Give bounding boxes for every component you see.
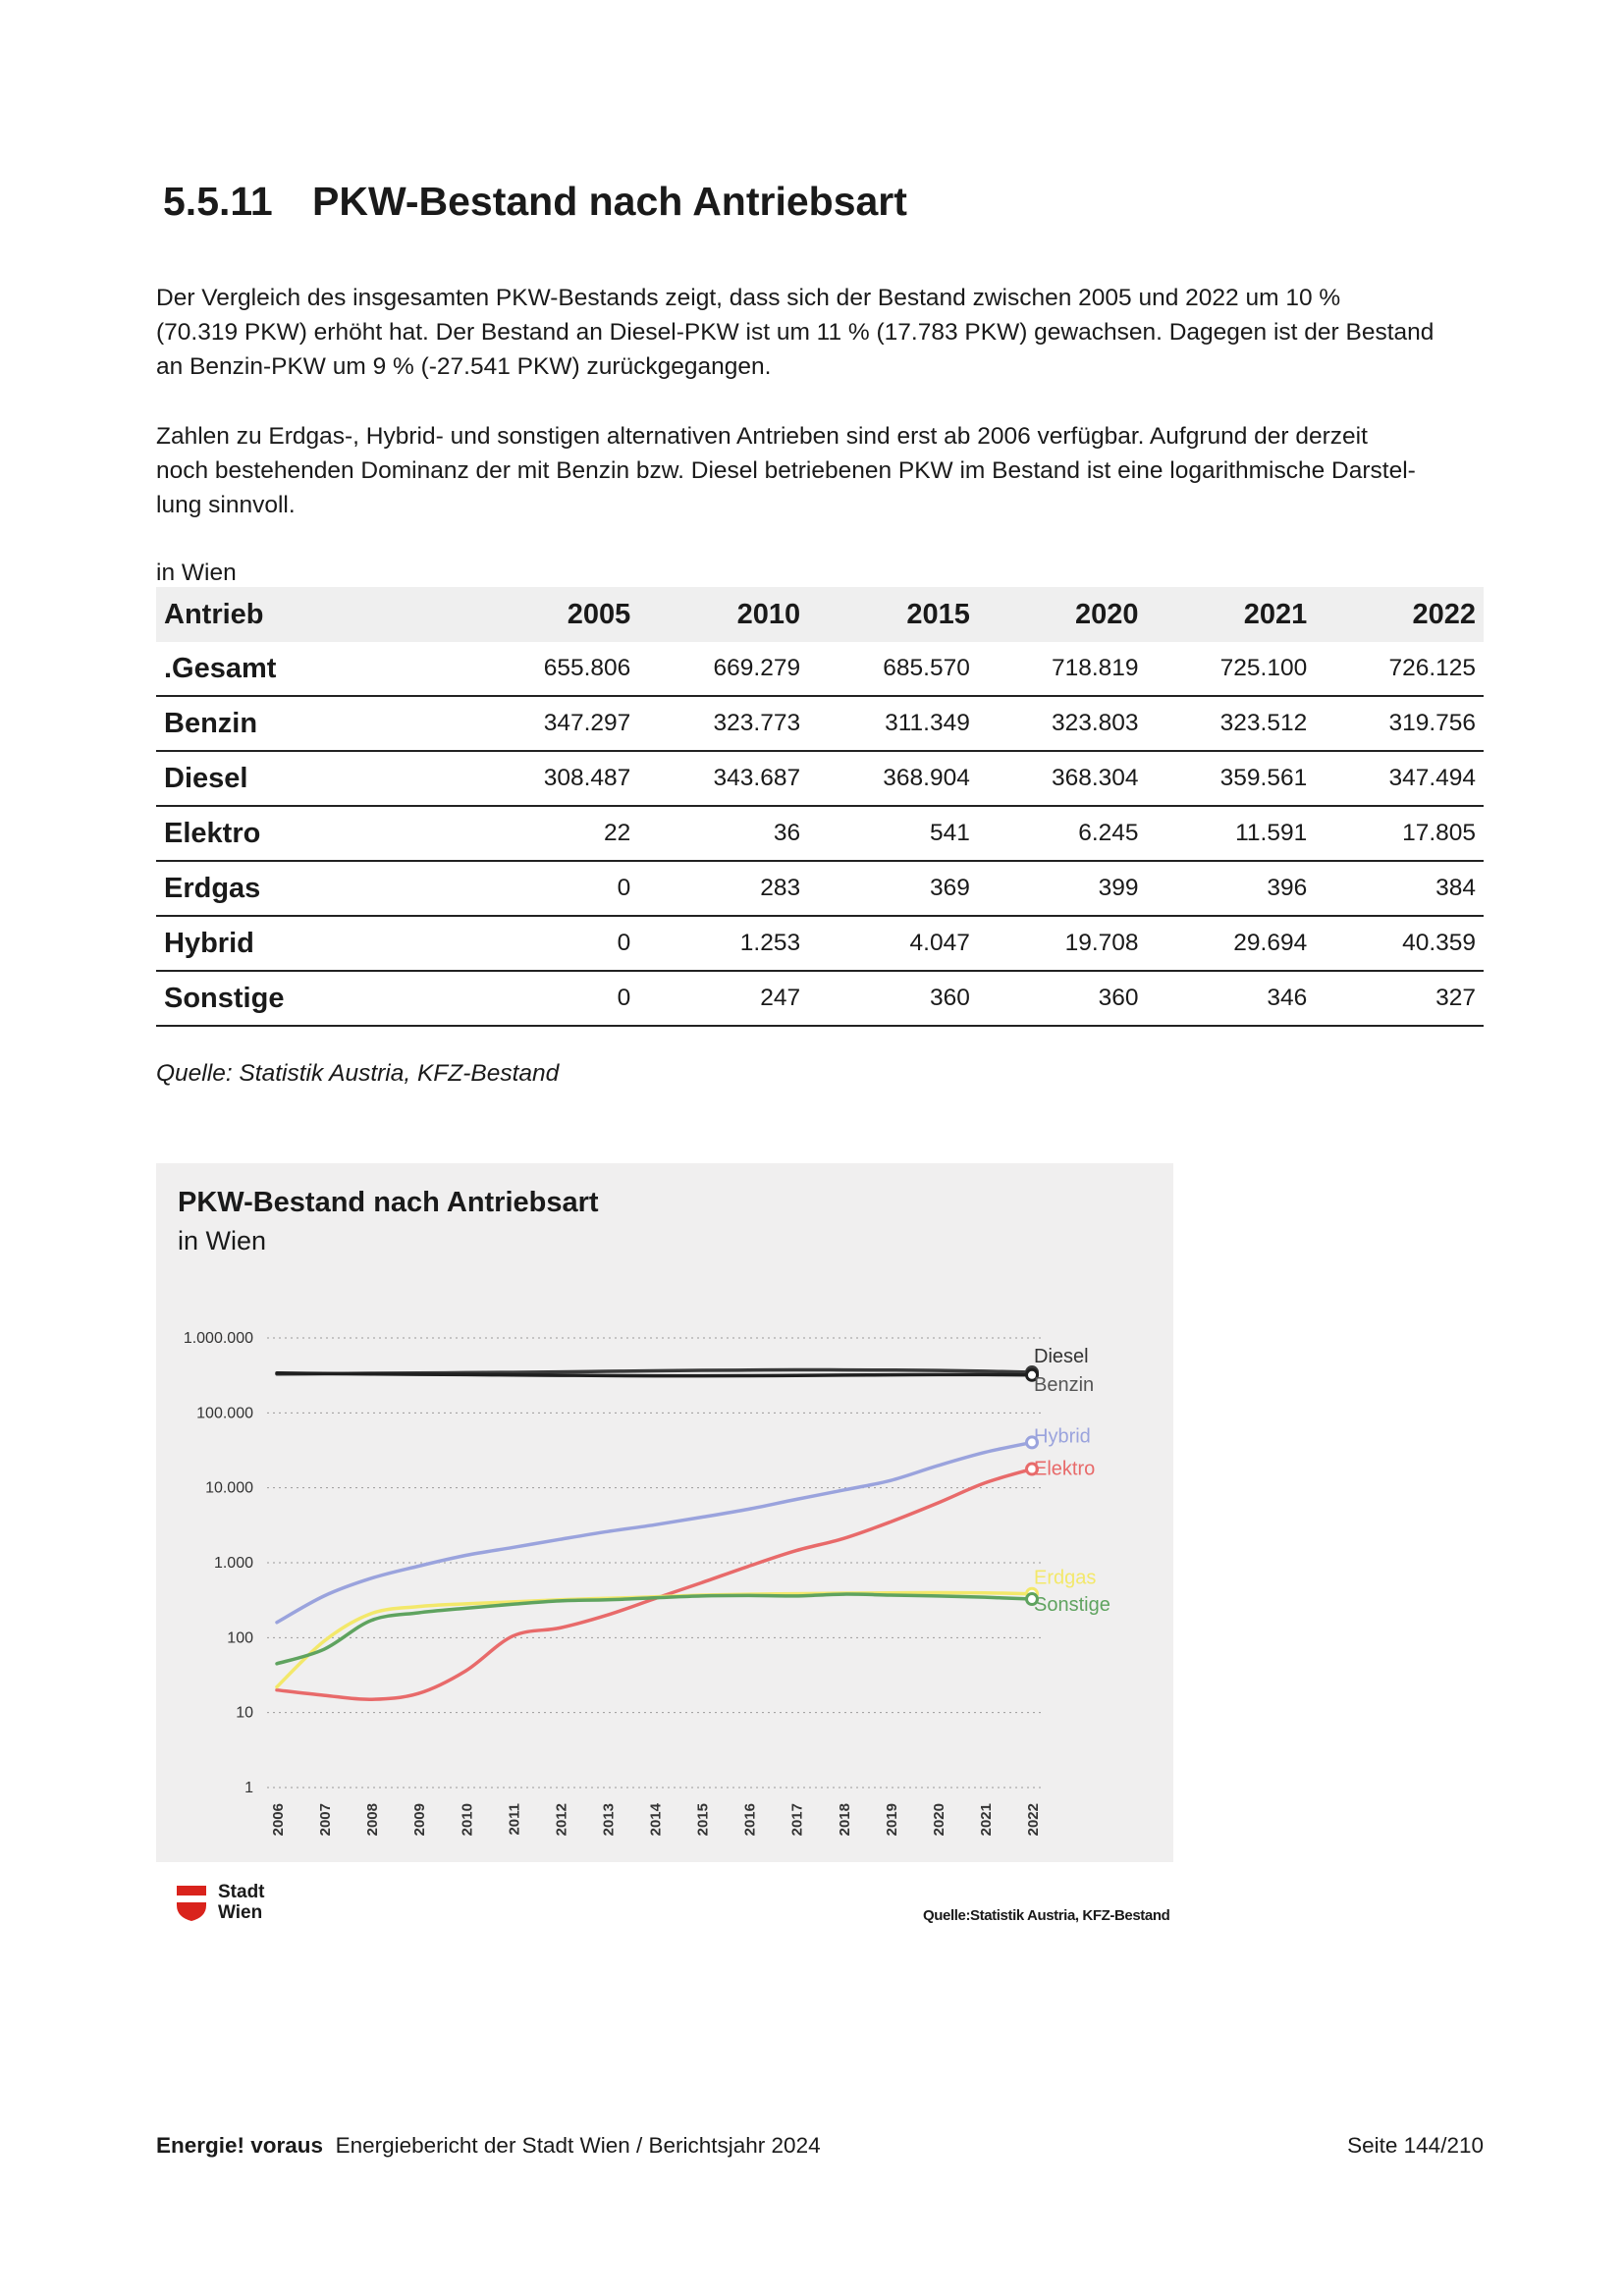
table-cell: 247 — [638, 971, 808, 1026]
table-cell: 343.687 — [638, 751, 808, 806]
x-tick-label: 2016 — [741, 1803, 759, 1837]
y-tick-label: 10 — [236, 1704, 253, 1722]
table-cell: 283 — [638, 861, 808, 916]
y-tick-label: 1.000 — [213, 1555, 253, 1572]
legend-label-sonstige: Sonstige — [1034, 1594, 1110, 1617]
row-label: Erdgas — [156, 861, 421, 916]
text-line: lung sinnvoll. — [156, 492, 296, 518]
table-cell: 541 — [808, 806, 978, 861]
table-cell: 396 — [1147, 861, 1316, 916]
table-source: Quelle: Statistik Austria, KFZ-Bestand — [156, 1060, 560, 1087]
x-tick-label: 2007 — [317, 1803, 335, 1837]
chart-panel — [156, 1163, 1173, 1862]
chart-subtitle: in Wien — [178, 1226, 267, 1255]
legend-label-erdgas: Erdgas — [1034, 1567, 1097, 1589]
table-cell: 384 — [1315, 861, 1484, 916]
table-cell: 346 — [1147, 971, 1316, 1026]
table-cell: 17.805 — [1315, 806, 1484, 861]
table-cell: 0 — [421, 861, 638, 916]
logo-text-line1: Stadt — [218, 1882, 265, 1902]
series-line-sonstige — [277, 1594, 1032, 1664]
table-header-row — [156, 587, 1484, 642]
row-label: Sonstige — [156, 971, 421, 1026]
header-cell: 2020 — [978, 587, 1147, 642]
legend-label-elektro: Elektro — [1034, 1458, 1096, 1480]
table-cell: 0 — [421, 916, 638, 971]
x-tick-label: 2009 — [411, 1803, 429, 1837]
table-row — [156, 751, 1484, 806]
table-row — [156, 916, 1484, 971]
y-tick-label: 1 — [244, 1780, 253, 1796]
table-cell: 22 — [421, 806, 638, 861]
series-line-erdgas — [277, 1592, 1032, 1686]
table-cell: 323.803 — [978, 696, 1147, 751]
table-cell: 726.125 — [1315, 642, 1484, 696]
table-unit-label: in Wien — [156, 560, 237, 586]
logo-text-line2: Wien — [218, 1902, 263, 1923]
x-tick-label: 2006 — [270, 1803, 287, 1837]
line-chart — [156, 1163, 1173, 1862]
x-tick-label: 2012 — [553, 1803, 570, 1837]
series-line-elektro — [277, 1469, 1032, 1700]
table-cell: 369 — [808, 861, 978, 916]
table-row — [156, 971, 1484, 1026]
table-cell: 360 — [978, 971, 1147, 1026]
text-line: Der Vergleich des insgesamten PKW-Bestands zeigt, dass sich der Bestand zwischen 2005 und 2022 um 10 % — [156, 285, 1341, 311]
header-cell: 2010 — [638, 587, 808, 642]
header-cell: Antrieb — [156, 587, 421, 642]
y-tick-label: 100.000 — [196, 1405, 253, 1422]
table-cell: 368.304 — [978, 751, 1147, 806]
legend-label-hybrid: Hybrid — [1034, 1425, 1091, 1448]
table-cell: 360 — [808, 971, 978, 1026]
x-tick-label: 2020 — [930, 1803, 947, 1837]
text-line: an Benzin-PKW um 9 % (-27.541 PKW) zurückgegangen. — [156, 353, 772, 380]
table-cell: 669.279 — [638, 642, 808, 696]
table-cell: 718.819 — [978, 642, 1147, 696]
x-tick-label: 2022 — [1025, 1803, 1042, 1837]
table-cell: 40.359 — [1315, 916, 1484, 971]
stock-table — [156, 587, 1484, 1027]
table-cell: 319.756 — [1315, 696, 1484, 751]
row-label: Benzin — [156, 696, 421, 751]
table-cell: 36 — [638, 806, 808, 861]
table-cell: 308.487 — [421, 751, 638, 806]
footer-brand: Energie! voraus — [156, 2133, 324, 2158]
section-heading — [163, 179, 907, 225]
table-cell: 327 — [1315, 971, 1484, 1026]
table-row — [156, 861, 1484, 916]
x-tick-label: 2014 — [647, 1803, 665, 1837]
table-cell: 11.591 — [1147, 806, 1316, 861]
legend-label-diesel: Diesel — [1034, 1346, 1089, 1368]
table-cell: 4.047 — [808, 916, 978, 971]
row-label: Hybrid — [156, 916, 421, 971]
footer-text: Energiebericht der Stadt Wien / Berichtsjahr 2024 — [335, 2133, 821, 2158]
shield-icon — [177, 1886, 206, 1921]
x-tick-label: 2017 — [788, 1803, 806, 1837]
legend-label-benzin: Benzin — [1034, 1373, 1095, 1396]
table-cell: 399 — [978, 861, 1147, 916]
x-tick-label: 2019 — [883, 1803, 900, 1837]
chart-title: PKW-Bestand nach Antriebsart — [178, 1187, 599, 1218]
table-row — [156, 806, 1484, 861]
table-row — [156, 696, 1484, 751]
x-tick-label: 2011 — [506, 1803, 523, 1836]
table-cell: 29.694 — [1147, 916, 1316, 971]
section-title: PKW-Bestand nach Antriebsart — [312, 179, 907, 224]
text-line: Zahlen zu Erdgas-, Hybrid- und sonstigen alternativen Antrieben sind erst ab 2006 verfügbar. Aufgrund der derzeit — [156, 423, 1368, 450]
note-paragraph — [156, 419, 1472, 522]
x-tick-label: 2018 — [836, 1803, 853, 1837]
intro-paragraph — [156, 281, 1472, 384]
header-cell: 2021 — [1147, 587, 1316, 642]
table-cell: 1.253 — [638, 916, 808, 971]
x-tick-label: 2010 — [459, 1803, 476, 1837]
row-label: Diesel — [156, 751, 421, 806]
footer — [156, 2133, 821, 2159]
x-tick-label: 2015 — [694, 1803, 712, 1837]
y-tick-label: 100 — [227, 1629, 253, 1647]
table-cell: 323.512 — [1147, 696, 1316, 751]
x-tick-label: 2013 — [600, 1803, 618, 1837]
y-tick-label: 10.000 — [205, 1479, 253, 1497]
table-cell: 6.245 — [978, 806, 1147, 861]
table-cell: 323.773 — [638, 696, 808, 751]
table-cell: 19.708 — [978, 916, 1147, 971]
header-cell: 2015 — [808, 587, 978, 642]
text-line: (70.319 PKW) erhöht hat. Der Bestand an Diesel-PKW ist um 11 % (17.783 PKW) gewachsen. Dagegen ist der Bestand — [156, 319, 1435, 346]
table-cell: 347.494 — [1315, 751, 1484, 806]
header-cell: 2022 — [1315, 587, 1484, 642]
page-number: Seite 144/210 — [1347, 2133, 1484, 2158]
row-label: Elektro — [156, 806, 421, 861]
table-cell: 311.349 — [808, 696, 978, 751]
row-label: .Gesamt — [156, 642, 421, 696]
x-tick-label: 2008 — [364, 1803, 382, 1837]
table-cell: 347.297 — [421, 696, 638, 751]
table-cell: 655.806 — [421, 642, 638, 696]
y-tick-label: 1.000.000 — [183, 1330, 253, 1347]
stadt-wien-logo — [177, 1882, 285, 1927]
table-cell: 0 — [421, 971, 638, 1026]
text-line: noch bestehenden Dominanz der mit Benzin bzw. Diesel betriebenen PKW im Bestand ist eine logarithmische Darstel- — [156, 457, 1416, 484]
table-cell: 368.904 — [808, 751, 978, 806]
chart-source: Quelle:Statistik Austria, KFZ-Bestand — [923, 1907, 1170, 1924]
header-cell: 2005 — [421, 587, 638, 642]
table-row — [156, 642, 1484, 696]
series-line-benzin — [277, 1373, 1032, 1376]
table-cell: 359.561 — [1147, 751, 1316, 806]
table-cell: 725.100 — [1147, 642, 1316, 696]
x-tick-label: 2021 — [977, 1803, 995, 1837]
section-number: 5.5.11 — [163, 179, 273, 224]
table-cell: 685.570 — [808, 642, 978, 696]
